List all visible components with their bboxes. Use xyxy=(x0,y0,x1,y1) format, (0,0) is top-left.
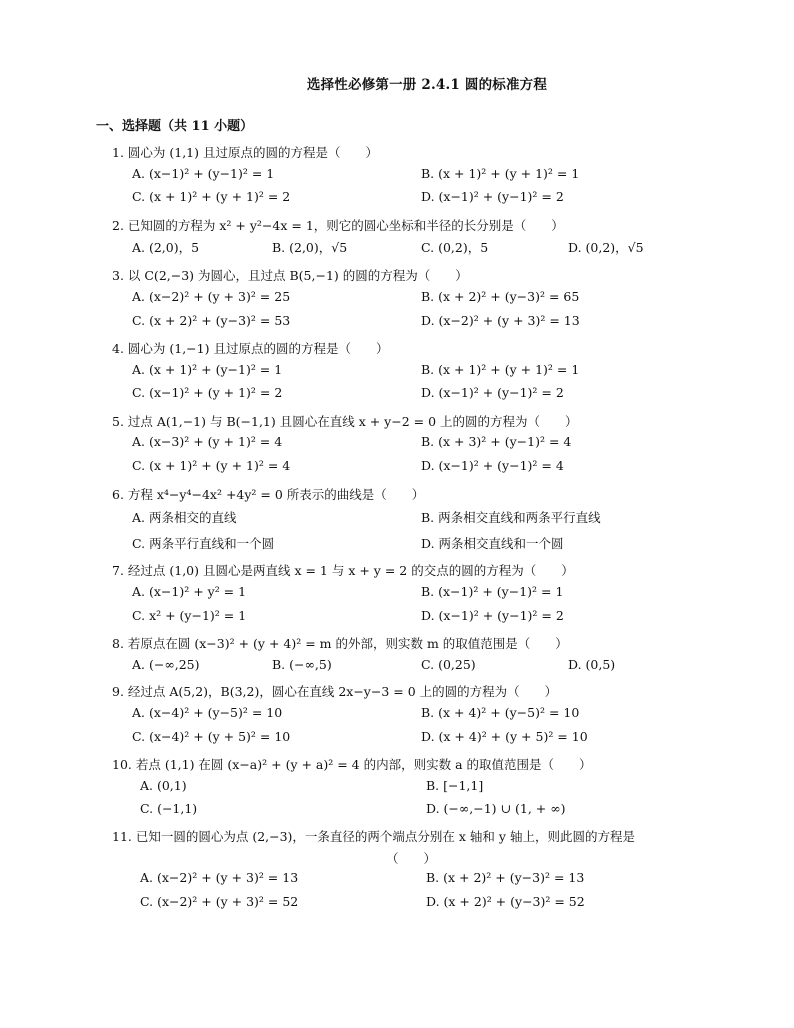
question-5-stem: 5. 过点 A(1,−1) 与 B(−1,1) 且圆心在直线 x + y−2 = 0 上的圆的方程为（ ） xyxy=(112,414,578,429)
q4-option-b: B. (x + 1)² + (y + 1)² = 1 xyxy=(421,362,580,377)
q6-option-d: D. 两条相交直线和一个圆 xyxy=(421,536,564,551)
q8-option-d: D. (0,5) xyxy=(568,657,616,672)
q1-option-d: D. (x−1)² + (y−1)² = 2 xyxy=(421,189,564,204)
section-heading: 一、选择题（共 11 小题） xyxy=(96,119,254,134)
q1-option-b: B. (x + 1)² + (y + 1)² = 1 xyxy=(421,166,580,181)
q7-option-a: A. (x−1)² + y² = 1 xyxy=(132,584,247,599)
q8-option-b: B. (−∞,5) xyxy=(272,657,332,672)
q9-option-b: B. (x + 4)² + (y−5)² = 10 xyxy=(421,705,580,720)
q1-option-a: A. (x−1)² + (y−1)² = 1 xyxy=(132,166,275,181)
q9-option-d: D. (x + 4)² + (y + 5)² = 10 xyxy=(421,729,588,744)
q5-option-d: D. (x−1)² + (y−1)² = 4 xyxy=(421,458,564,473)
q6-option-c: C. 两条平行直线和一个圆 xyxy=(132,536,275,551)
q2-option-a: A. (2,0)，5 xyxy=(132,240,200,255)
q3-option-d: D. (x−2)² + (y + 3)² = 13 xyxy=(421,313,580,328)
q6-option-a: A. 两条相交的直线 xyxy=(132,510,237,525)
q5-option-b: B. (x + 3)² + (y−1)² = 4 xyxy=(421,434,572,449)
q9-option-c: C. (x−4)² + (y + 5)² = 10 xyxy=(132,729,291,744)
q11-option-c: C. (x−2)² + (y + 3)² = 52 xyxy=(140,894,299,909)
question-11-stem-continuation: （ ） xyxy=(386,851,437,866)
q4-option-a: A. (x + 1)² + (y−1)² = 1 xyxy=(132,362,283,377)
q2-option-b: B. (2,0)，√5 xyxy=(272,240,348,255)
question-6-stem: 6. 方程 x⁴−y⁴−4x² +4y² = 0 所表示的曲线是（ ） xyxy=(112,487,425,502)
document-title: 选择性必修第一册 2.4.1 圆的标准方程 xyxy=(306,77,548,93)
q5-option-a: A. (x−3)² + (y + 1)² = 4 xyxy=(132,434,283,449)
q3-option-a: A. (x−2)² + (y + 3)² = 25 xyxy=(132,289,291,304)
q10-option-b: B. [−1,1] xyxy=(426,778,484,793)
q9-option-a: A. (x−4)² + (y−5)² = 10 xyxy=(132,705,283,720)
q2-option-c: C. (0,2)，5 xyxy=(421,240,489,255)
question-2-stem: 2. 已知圆的方程为 x² + y²−4x = 1，则它的圆心坐标和半径的长分别是（ ） xyxy=(112,218,564,233)
question-7-stem: 7. 经过点 (1,0) 且圆心是两直线 x = 1 与 x + y = 2 的交点的圆的方程为（ ） xyxy=(112,563,574,578)
question-10-stem: 10. 若点 (1,1) 在圆 (x−a)² + (y + a)² = 4 的内部，则实数 a 的取值范围是（ ） xyxy=(112,757,592,772)
q8-option-a: A. (−∞,25) xyxy=(132,657,200,672)
q7-option-b: B. (x−1)² + (y−1)² = 1 xyxy=(421,584,564,599)
question-8-stem: 8. 若原点在圆 (x−3)² + (y + 4)² = m 的外部，则实数 m 的取值范围是（ ） xyxy=(112,636,568,651)
q5-option-c: C. (x + 1)² + (y + 1)² = 4 xyxy=(132,458,291,473)
q10-option-a: A. (0,1) xyxy=(140,778,187,793)
q2-option-d: D. (0,2)，√5 xyxy=(568,240,644,255)
q7-option-d: D. (x−1)² + (y−1)² = 2 xyxy=(421,608,564,623)
question-9-stem: 9. 经过点 A(5,2)，B(3,2)，圆心在直线 2x−y−3 = 0 上的圆的方程为（ ） xyxy=(112,684,558,699)
question-3-stem: 3. 以 C(2,−3) 为圆心，且过点 B(5,−1) 的圆的方程为（ ） xyxy=(112,268,468,283)
q3-option-c: C. (x + 2)² + (y−3)² = 53 xyxy=(132,313,291,328)
question-4-stem: 4. 圆心为 (1,−1) 且过原点的圆的方程是（ ） xyxy=(112,341,389,356)
q6-option-b: B. 两条相交直线和两条平行直线 xyxy=(421,510,601,525)
q11-option-d: D. (x + 2)² + (y−3)² = 52 xyxy=(426,894,585,909)
q11-option-a: A. (x−2)² + (y + 3)² = 13 xyxy=(140,870,299,885)
q1-option-c: C. (x + 1)² + (y + 1)² = 2 xyxy=(132,189,291,204)
q4-option-d: D. (x−1)² + (y−1)² = 2 xyxy=(421,385,564,400)
q11-option-b: B. (x + 2)² + (y−3)² = 13 xyxy=(426,870,585,885)
q4-option-c: C. (x−1)² + (y + 1)² = 2 xyxy=(132,385,283,400)
q10-option-d: D. (−∞,−1) ∪ (1, + ∞) xyxy=(426,801,566,816)
question-1-stem: 1. 圆心为 (1,1) 且过原点的圆的方程是（ ） xyxy=(112,145,378,160)
q7-option-c: C. x² + (y−1)² = 1 xyxy=(132,608,247,623)
q3-option-b: B. (x + 2)² + (y−3)² = 65 xyxy=(421,289,580,304)
q10-option-c: C. (−1,1) xyxy=(140,801,198,816)
question-11-stem: 11. 已知一圆的圆心为点 (2,−3)，一条直径的两个端点分别在 x 轴和 y 轴上，则此圆的方程是 xyxy=(112,829,635,844)
q8-option-c: C. (0,25) xyxy=(421,657,476,672)
